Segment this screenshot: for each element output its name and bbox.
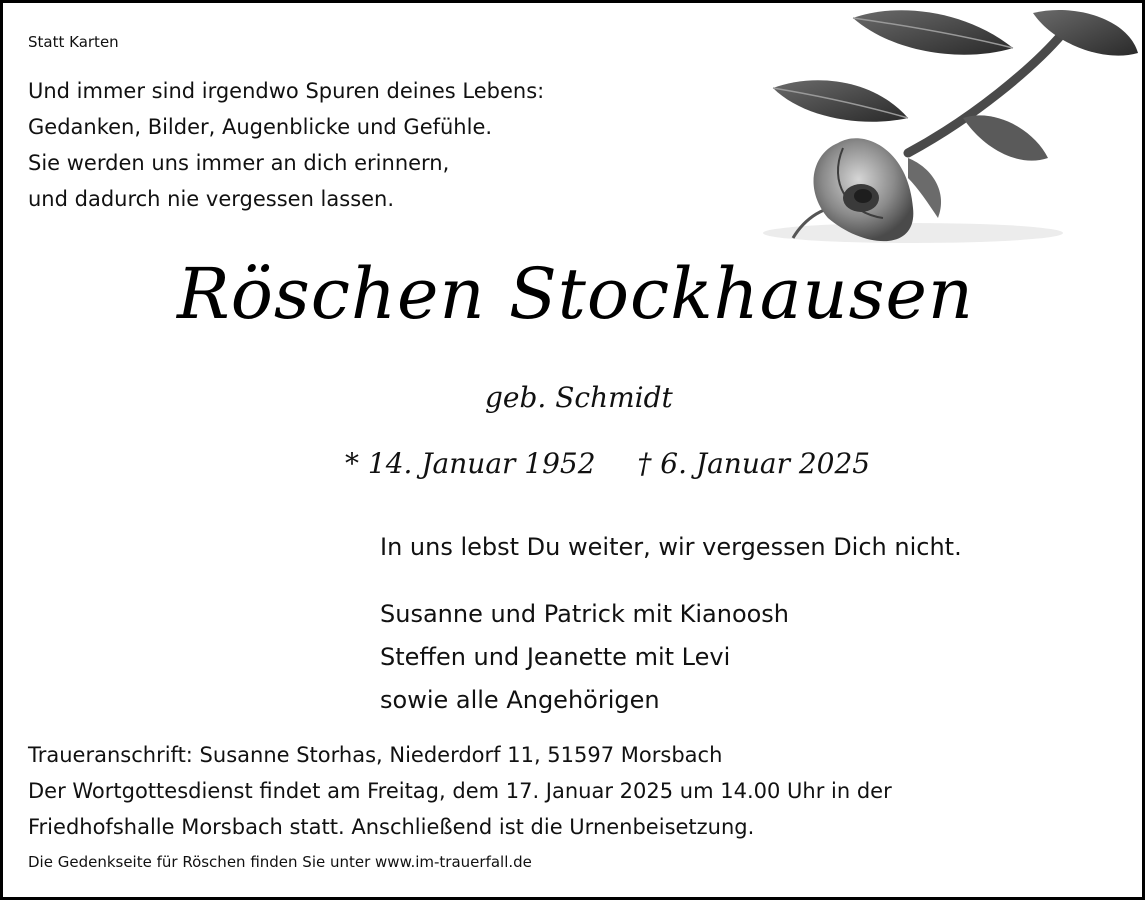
- birth-name: geb. Schmidt: [485, 381, 673, 414]
- family-line: Steffen und Jeanette mit Levi: [380, 643, 731, 671]
- poem-line: und dadurch nie vergessen lassen.: [28, 187, 395, 211]
- life-dates: [345, 447, 870, 480]
- poem-line: Sie werden uns immer an dich erinnern,: [28, 151, 450, 175]
- family-line: Susanne und Patrick mit Kianoosh: [380, 600, 790, 628]
- rose-image: [733, 8, 1143, 248]
- funeral-info: [28, 737, 892, 845]
- info-line: Der Wortgottesdienst findet am Freitag, dem 17. Januar 2025 um 14.00 Uhr in der: [28, 779, 892, 803]
- deceased-name: Röschen Stockhausen: [177, 253, 974, 335]
- memorial-page-note: Die Gedenkseite für Röschen finden Sie unter www.im-trauerfall.de: [28, 853, 532, 871]
- poem: [28, 73, 544, 217]
- info-line: Traueranschrift: Susanne Storhas, Niederdorf 11, 51597 Morsbach: [28, 743, 723, 767]
- poem-line: Gedanken, Bilder, Augenblicke und Gefühle.: [28, 115, 493, 139]
- birth-date: * 14. Januar 1952: [345, 447, 596, 480]
- poem-line: Und immer sind irgendwo Spuren deines Lebens:: [28, 79, 545, 103]
- family-line: sowie alle Angehörigen: [380, 686, 660, 714]
- death-date: † 6. Januar 2025: [637, 447, 871, 480]
- statt-karten-label: Statt Karten: [28, 33, 119, 51]
- memorial-quote: In uns lebst Du weiter, wir vergessen Dich nicht.: [380, 533, 962, 561]
- family-list: [380, 593, 789, 722]
- info-line: Friedhofshalle Morsbach statt. Anschließend ist die Urnenbeisetzung.: [28, 815, 755, 839]
